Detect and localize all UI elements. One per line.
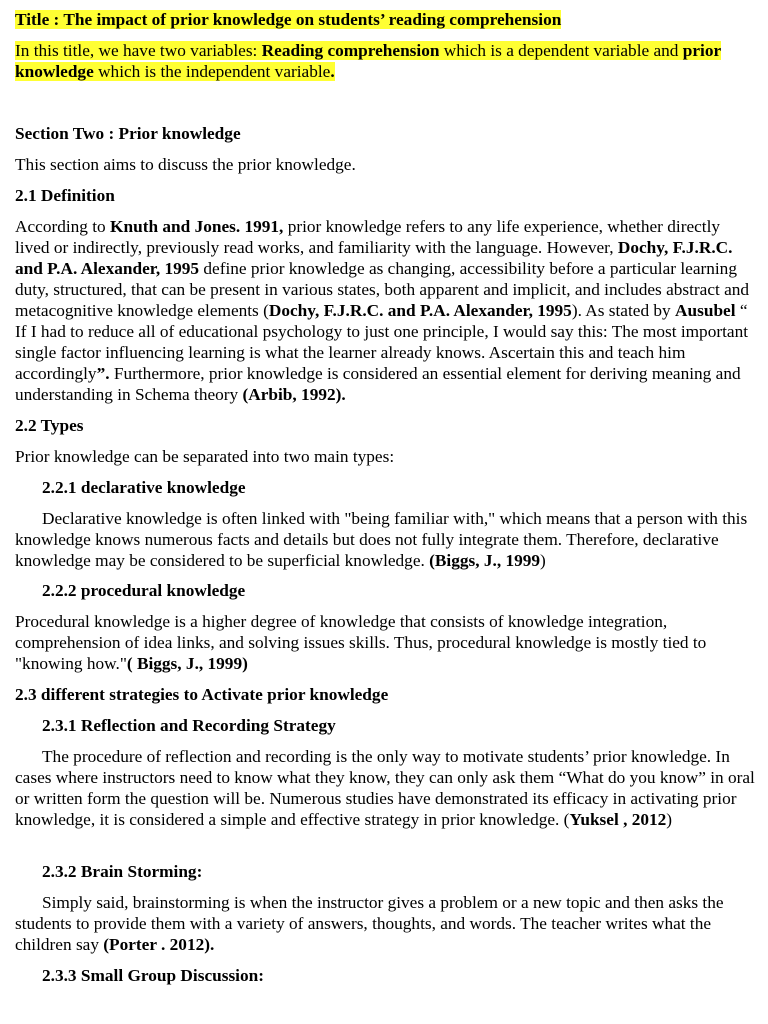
declarative-text: Declarative knowledge is often linked with "being familiar with," which means that a person with this knowledge knows numerous facts and details but does not fully integrate them. Therefore, declarative knowledge may be considered to be superficial knowledge. [15,509,748,570]
definition-text: ). As stated by [571,301,676,320]
citation: (Porter . 2012). [103,935,215,954]
declarative-heading-text: 2.2.1 declarative knowledge [42,478,246,497]
section-heading [15,123,757,144]
citation: (Arbib, 1992). [242,385,346,404]
group-discussion-heading [42,965,757,986]
definition-text: prior knowledge refers to any life experience, whether directly lived or indirectly, previously read works, and familiarity with the language. However, [15,217,721,257]
declarative-paragraph [15,508,757,571]
title-text: Title : The impact of prior knowledge on students’ reading comprehension [15,10,562,29]
types-heading-text: 2.2 Types [15,416,84,435]
paren-close: ) [666,810,673,829]
independent-variable: prior knowledge [15,41,722,81]
procedural-heading [42,580,757,601]
definition-text: Furthermore, prior knowledge is considered an essential element for deriving meaning and understanding in Schema theory [15,364,741,404]
citation: (Biggs, J., 1999 [429,551,541,570]
citation: Dochy, F.J.R.C. and P.A. Alexander, 1995 [15,238,733,278]
procedural-paragraph [15,611,757,674]
section-aim: This section aims to discuss the prior knowledge. [15,155,356,174]
citation: Ausubel [675,301,736,320]
reflection-paragraph [15,746,757,830]
definition-text: “ If I had to reduce all of educational psychology to just one principle, I would say this: The most important single factor influencing learning is what the learner already knows. Ascertain this and teach him accordingly [15,301,749,383]
intro-paragraph [15,40,757,82]
types-intro: Prior knowledge can be separated into two main types: [15,447,395,466]
declarative-heading [42,477,757,498]
intro-period: . [330,62,335,81]
types-heading [15,415,757,436]
reflection-heading [42,715,757,736]
paren-close: ) [540,551,546,570]
group-discussion-heading-text: 2.3.3 Small Group Discussion: [42,966,264,985]
quote-close: ”. [96,364,110,383]
reflection-heading-text: 2.3.1 Reflection and Recording Strategy [42,716,336,735]
citation: Yuksel , 2012 [569,810,667,829]
intro-text: which is a dependent variable and [439,41,683,60]
section-two-heading: Section Two : Prior knowledge [15,124,241,143]
brainstorm-heading [42,861,757,882]
document-title [15,9,757,30]
citation: Dochy, F.J.R.C. and P.A. Alexander, 1995 [268,301,572,320]
definition-text: define prior knowledge as changing, accessibility before a particular learning duty, structured, that can be present in various states, both apparent and implicit, and includes abstract and metacognitive knowledge elements ( [15,259,750,320]
dependent-variable: Reading comprehension [261,41,440,60]
brainstorm-paragraph [15,892,757,955]
definition-text: According to [15,217,111,236]
strategies-heading-text: 2.3 different strategies to Activate prior knowledge [15,685,389,704]
brainstorm-heading-text: 2.3.2 Brain Storming: [42,862,203,881]
citation: ( Biggs, J., 1999) [126,654,248,673]
intro-text: which is the independent variable [93,62,331,81]
procedural-heading-text: 2.2.2 procedural knowledge [42,581,246,600]
reflection-text: The procedure of reflection and recording is the only way to motivate students’ prior knowledge. In cases where instructors need to know what they know, they can only ask them “What do you know” in oral or written form the question will be. Numerous studies have demonstrated its efficacy in activating prior knowledge, it is considered a simple and effective strategy in prior knowledge. ( [15,747,755,829]
intro-text: In this title, we have two variables: [15,41,262,60]
citation: Knuth and Jones. 1991, [110,217,284,236]
strategies-heading [15,684,757,705]
definition-heading-text: 2.1 Definition [15,186,115,205]
definition-heading [15,185,757,206]
definition-paragraph [15,216,757,405]
brainstorm-text: Simply said, brainstorming is when the instructor gives a problem or a new topic and then asks the students to provide them with a variety of answers, thoughts, and words. The teacher writes what the children say [15,893,724,954]
procedural-text: Procedural knowledge is a higher degree of knowledge that consists of knowledge integration, comprehension of idea links, and solving issues skills. Thus, procedural knowledge is mostly tied to "knowing how." [15,612,707,673]
